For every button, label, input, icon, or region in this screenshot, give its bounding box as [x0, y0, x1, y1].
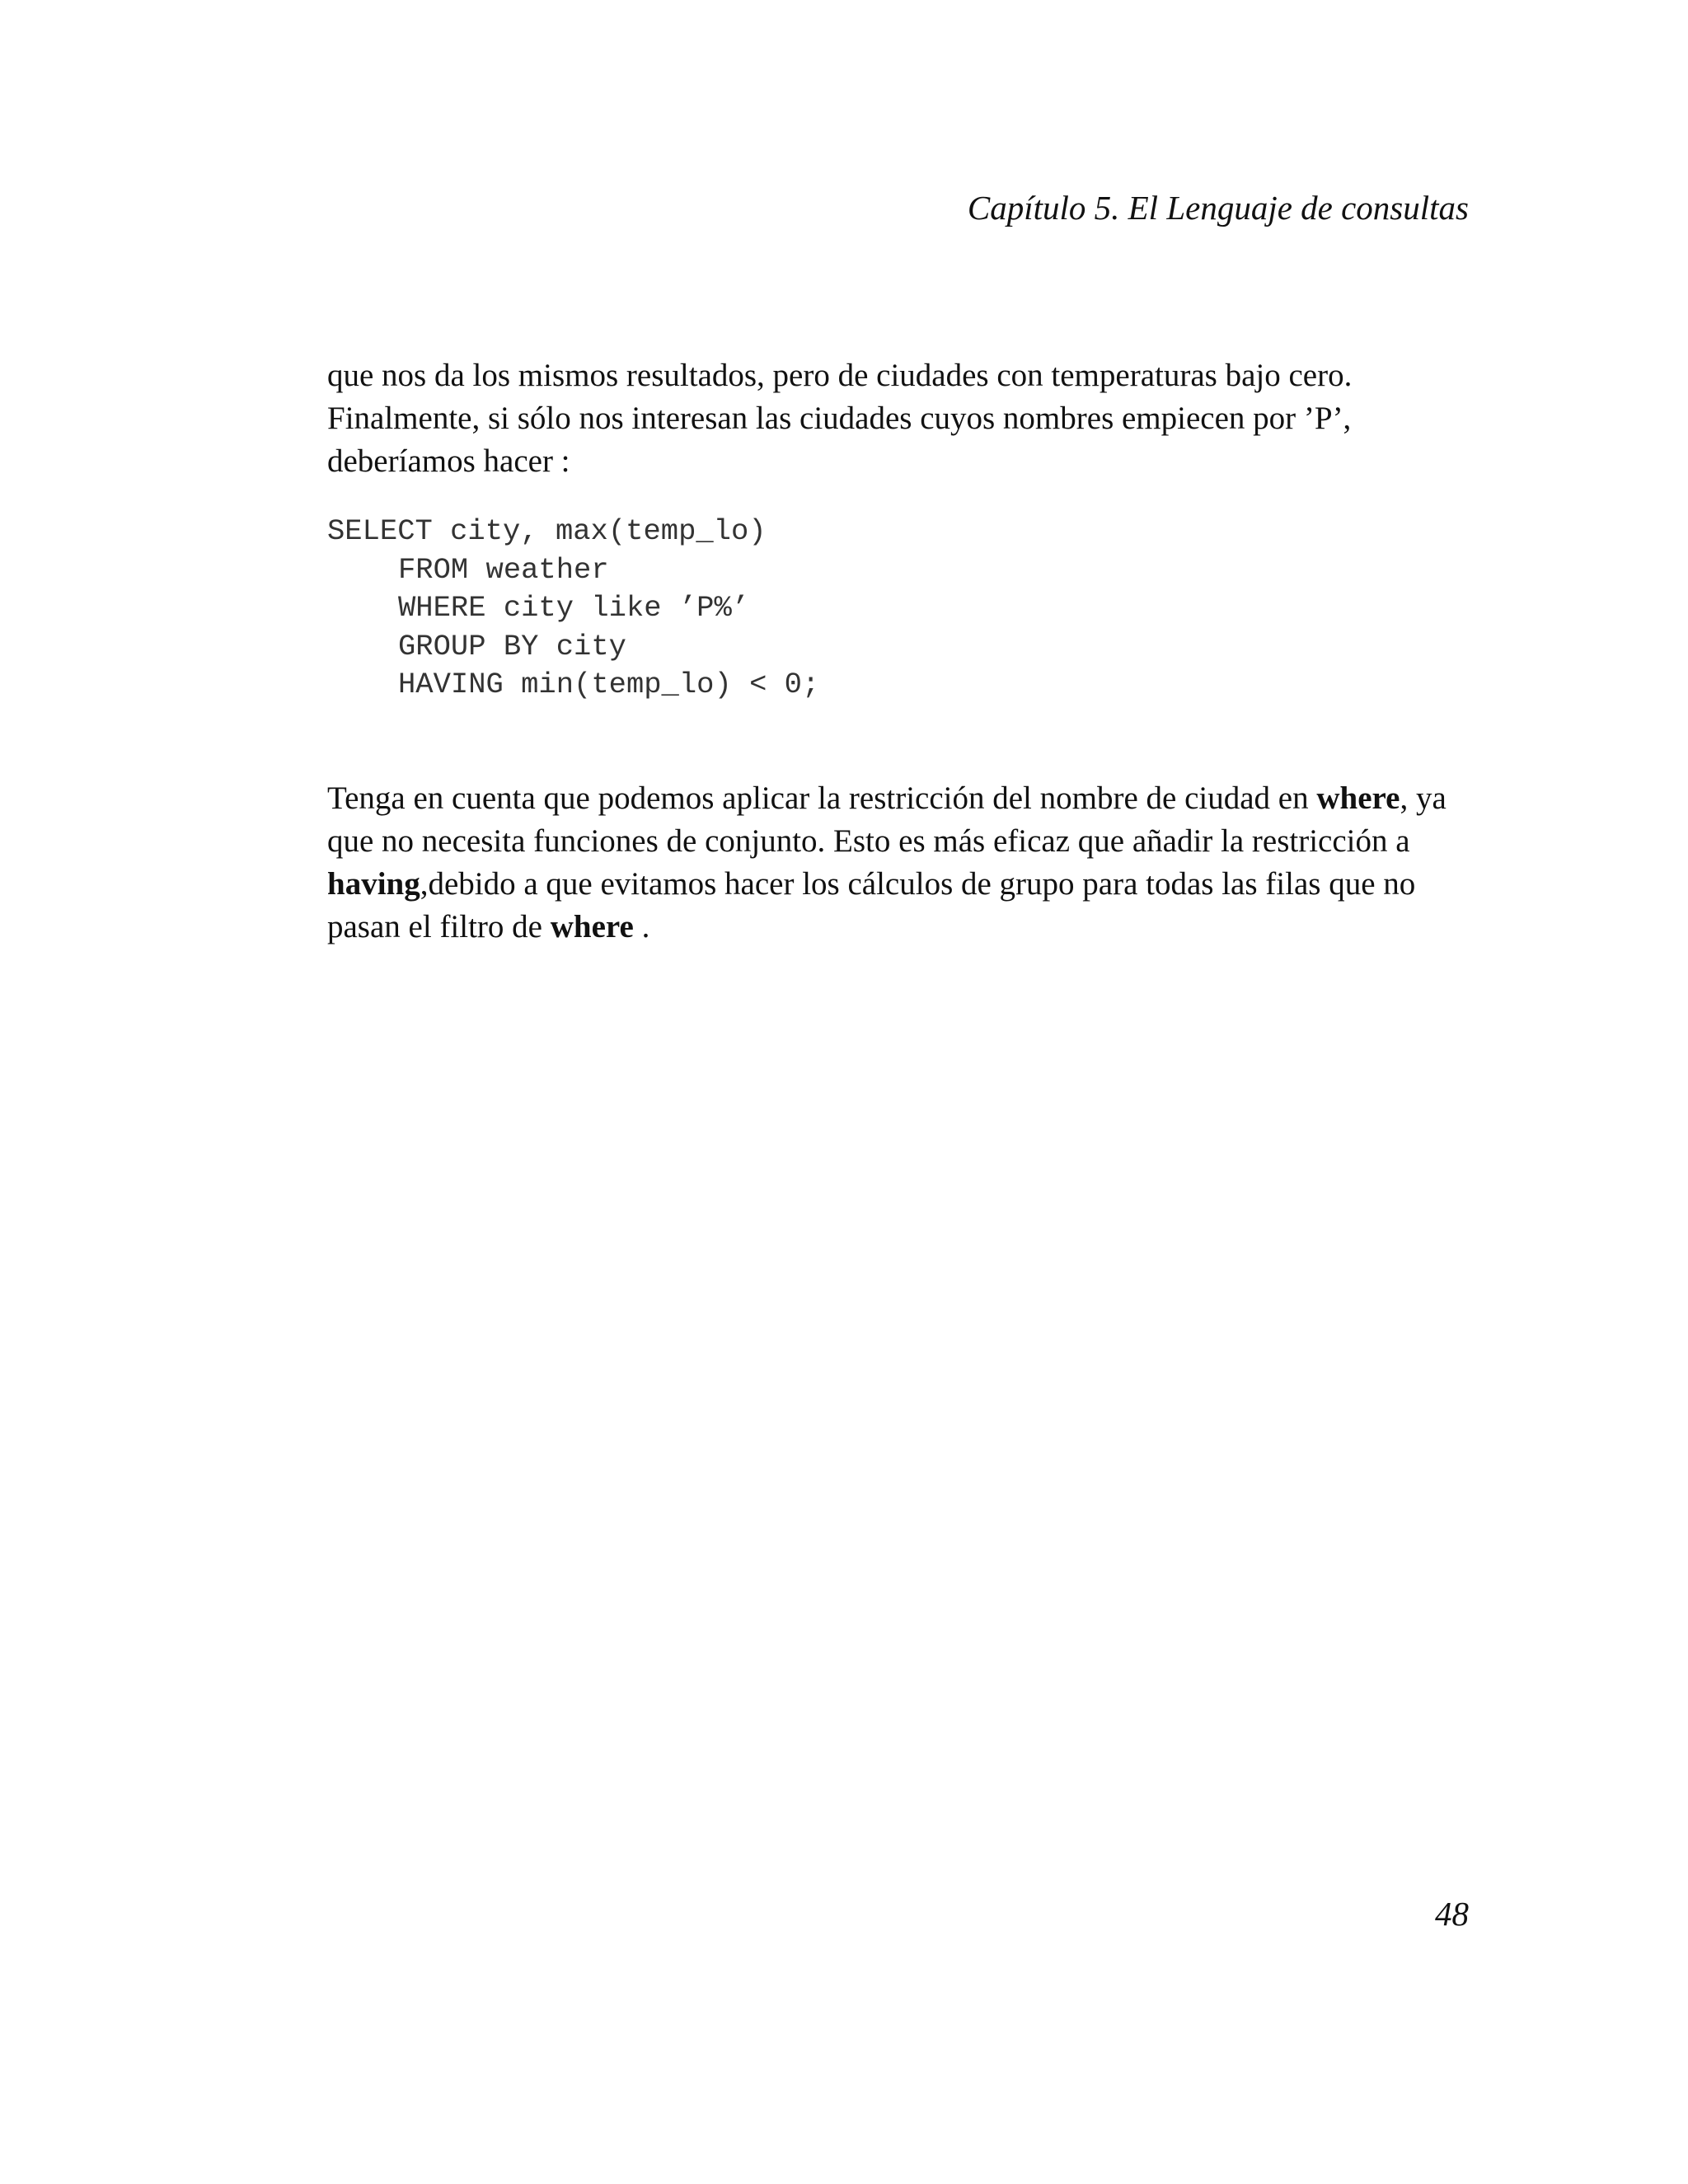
- line-text: , ya: [1400, 780, 1447, 816]
- code-line: FROM weather: [398, 552, 609, 587]
- code-line: SELECT city, max(temp_lo): [327, 514, 767, 548]
- paragraph-intro: [327, 354, 1473, 483]
- line-text: Tenga en cuenta que podemos aplicar la restricción del nombre de ciudad en: [327, 780, 1317, 816]
- code-line: GROUP BY city: [398, 629, 626, 663]
- keyword-having: having: [327, 866, 420, 902]
- running-header: Capítulo 5. El Lenguaje de consultas: [967, 189, 1469, 227]
- line-text: .: [633, 909, 650, 944]
- paragraph-line: que nos da los mismos resultados, pero de ciudades con temperaturas bajo cero.: [327, 358, 1353, 393]
- paragraph-line: Finalmente, si sólo nos interesan las ciudades cuyos nombres empiecen por ’P’,: [327, 401, 1352, 436]
- code-line: HAVING min(temp_lo) < 0;: [398, 668, 820, 701]
- paragraph-line: [327, 777, 1473, 820]
- keyword-where: where: [1316, 780, 1400, 816]
- paragraph-line: [327, 863, 1473, 906]
- paragraph-line: [327, 906, 1473, 949]
- code-line: WHERE city like ’P%’: [398, 591, 750, 625]
- paragraph-line: deberíamos hacer :: [327, 443, 570, 479]
- paragraph-line: que no necesita funciones de conjunto. Esto es más eficaz que añadir la restricción a: [327, 823, 1410, 859]
- line-text: ,debido a que evitamos hacer los cálculos de grupo para todas las filas que no: [420, 866, 1416, 902]
- sql-code-block: [327, 513, 819, 705]
- line-text: pasan el filtro de: [327, 909, 551, 944]
- keyword-where: where: [550, 909, 634, 944]
- paragraph-explanation: [327, 777, 1473, 949]
- page-number: 48: [1435, 1895, 1469, 1933]
